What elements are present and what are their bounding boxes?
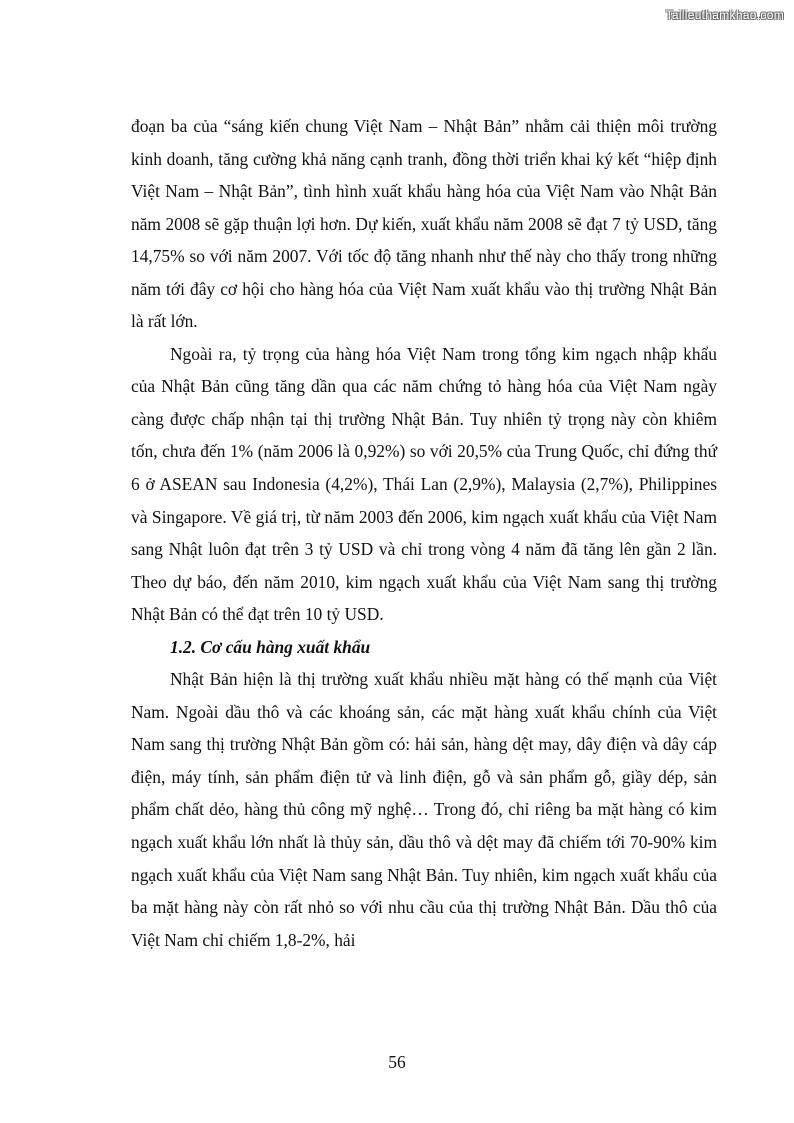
watermark-logo: Tailieuthamkhao.com bbox=[665, 8, 784, 22]
paragraph-import-share: Ngoài ra, tỷ trọng của hàng hóa Việt Nam trong tổng kim ngạch nhập khẩu của Nhật Bản cũng tăng dần qua các năm chứng tỏ hàng hóa của Việt Nam ngày càng được chấp nhận tại thị trường Nhật Bản. Tuy nhiên tỷ trọng này còn khiêm tốn, chưa đến 1% (năm 2006 là 0,92%) so với 20,5% của Trung Quốc, chỉ đứng thứ 6 ở ASEAN sau Indonesia (4,2%), Thái Lan (2,9%), Malaysia (2,7%), Philippines và Singapore. Về giá trị, từ năm 2003 đến 2006, kim ngạch xuất khẩu của Việt Nam sang Nhật luôn đạt trên 3 tỷ USD và chỉ trong vòng 4 năm đã tăng lên gần 2 lần. Theo dự báo, đến năm 2010, kim ngạch xuất khẩu của Việt Nam sang thị trường Nhật Bản có thể đạt trên 10 tỷ USD. bbox=[131, 343, 717, 625]
section-heading: 1.2. Cơ cấu hàng xuất khẩu bbox=[170, 636, 371, 657]
paragraph-export-structure: Nhật Bản hiện là thị trường xuất khẩu nhiều mặt hàng có thế mạnh của Việt Nam. Ngoài dầu thô và các khoáng sản, các mặt hàng xuất khẩu chính của Việt Nam sang thị trường Nhật Bản gồm có: hải sản, hàng dệt may, dây điện và dây cáp điện, máy tính, sản phẩm điện tử và linh điện, gỗ và sản phẩm gỗ, giầy dép, sản phẩm chất dẻo, hàng thủ công mỹ nghệ… Trong đó, chỉ riêng ba mặt hàng có kim ngạch xuất khẩu lớn nhất là thủy sản, dầu thô và dệt may đã chiếm tới 70-90% kim ngạch xuất khẩu của Việt Nam sang Nhật Bản. Tuy nhiên, kim ngạch xuất khẩu của ba mặt hàng này còn rất nhỏ so với nhu cầu của thị trường Nhật Bản. Dầu thô của Việt Nam chỉ chiếm 1,8-2%, hải bbox=[131, 669, 717, 950]
document-body bbox=[131, 110, 717, 956]
paragraph-continued: đoạn ba của “sáng kiến chung Việt Nam – Nhật Bản” nhằm cải thiện môi trường kinh doanh, tăng cường khả năng cạnh tranh, đồng thời triển khai ký kết “hiệp định Việt Nam – Nhật Bản”, tình hình xuất khẩu hàng hóa của Việt Nam vào Nhật Bản năm 2008 sẽ gặp thuận lợi hơn. Dự kiến, xuất khẩu năm 2008 sẽ đạt 7 tỷ USD, tăng 14,75% so với năm 2007. Với tốc độ tăng nhanh như thế này cho thấy trong những năm tới đây cơ hội cho hàng hóa của Việt Nam xuất khẩu vào thị trường Nhật Bản là rất lớn. bbox=[131, 116, 717, 332]
page-number: 56 bbox=[388, 1052, 406, 1072]
